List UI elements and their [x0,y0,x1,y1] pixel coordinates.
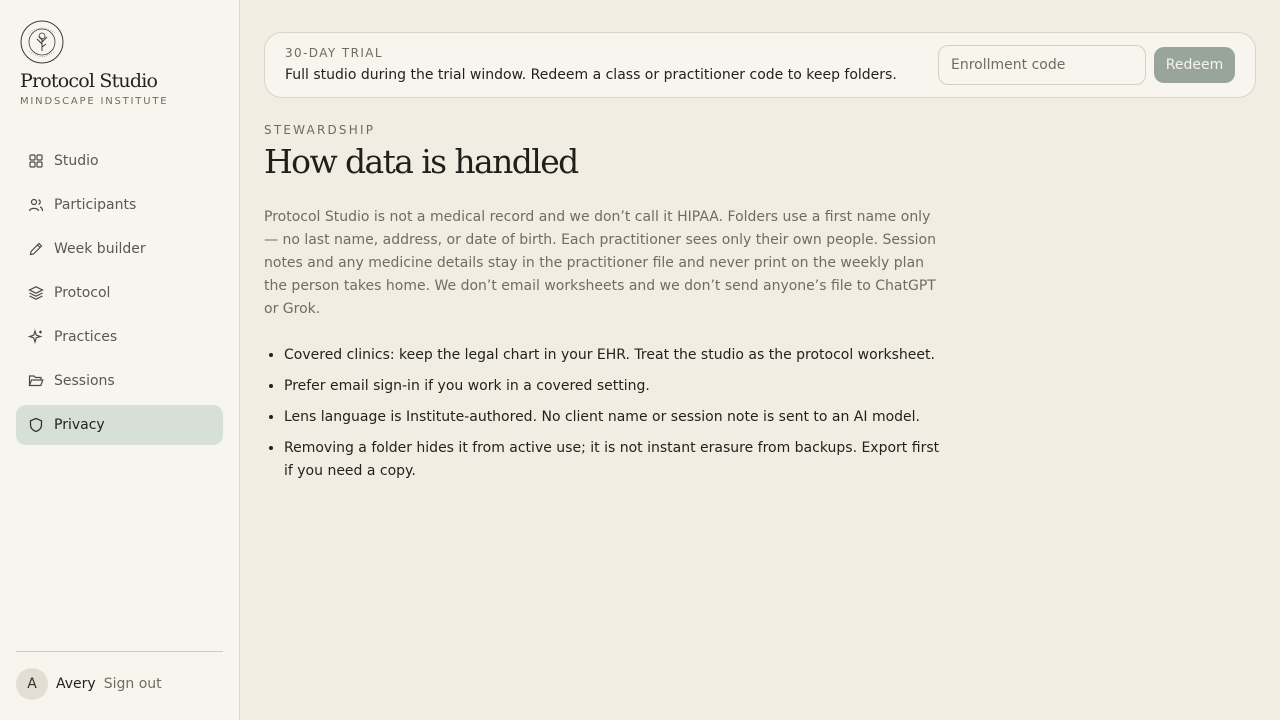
list-item: • Lens language is Institute-authored. No client name or session note is sent to an AI model. [284,406,944,429]
sidebar-item-label: Week builder [54,241,146,257]
users-icon [28,197,44,213]
sidebar-item-participants[interactable] [16,185,223,225]
sidebar-item-sessions[interactable] [16,361,223,401]
grid-icon [28,153,44,169]
sidebar-item-label: Studio [54,153,99,169]
enrollment-code-input[interactable] [938,45,1146,85]
sidebar-item-protocol[interactable] [16,273,223,313]
trial-banner [264,32,1256,98]
intro-paragraph: Protocol Studio is not a medical record and we don’t call it HIPAA. Folders use a first name only — no last name, address, or date of birth. Each practitioner sees only their own people. Session notes and any medicine details stay in the practitioner file and never print on the weekly plan the person takes home. We don’t email worksheets and we don’t send anyone’s file to ChatGPT or Grok. [264,209,936,317]
sidebar-item-studio[interactable] [16,141,223,181]
trial-text: Full studio during the trial window. Redeem a class or practitioner code to keep folders. [285,67,897,83]
list-item: • Removing a folder hides it from active use; it is not instant erasure from backups. Export first if you need a copy. [284,437,944,483]
sidebar-item-label: Practices [54,329,118,345]
redeem-button[interactable]: Redeem [1154,47,1235,83]
brand-subtitle: MINDSCAPE INSTITUTE [20,96,169,107]
layers-icon [28,285,44,301]
sign-out-button[interactable]: Sign out [103,676,162,692]
page-title: How data is handled [264,142,578,181]
sidebar-item-label: Participants [54,197,137,213]
sidebar-nav [16,141,223,449]
folder-open-icon [28,373,44,389]
section-eyebrow: STEWARDSHIP [264,123,376,137]
sidebar [0,0,240,720]
sidebar-item-practices[interactable] [16,317,223,357]
sidebar-item-label: Privacy [54,417,105,433]
trial-label: 30-DAY TRIAL [285,46,383,60]
list-item: • Prefer email sign-in if you work in a covered setting. [284,375,944,398]
sidebar-item-week-builder[interactable] [16,229,223,269]
avatar[interactable]: A [16,668,48,700]
brand-title: Protocol Studio [20,70,158,92]
sidebar-divider [16,651,223,652]
user-row [16,668,162,700]
tree-seal-icon [20,20,64,64]
sparkle-icon [28,329,44,345]
policy-list [284,344,944,491]
shield-icon [28,417,44,433]
user-name: Avery [56,676,96,692]
sidebar-item-privacy[interactable] [16,405,223,445]
sidebar-item-label: Sessions [54,373,115,389]
list-item: • Covered clinics: keep the legal chart in your EHR. Treat the studio as the protocol worksheet. [284,344,944,367]
sidebar-item-label: Protocol [54,285,111,301]
pencil-icon [28,241,44,257]
